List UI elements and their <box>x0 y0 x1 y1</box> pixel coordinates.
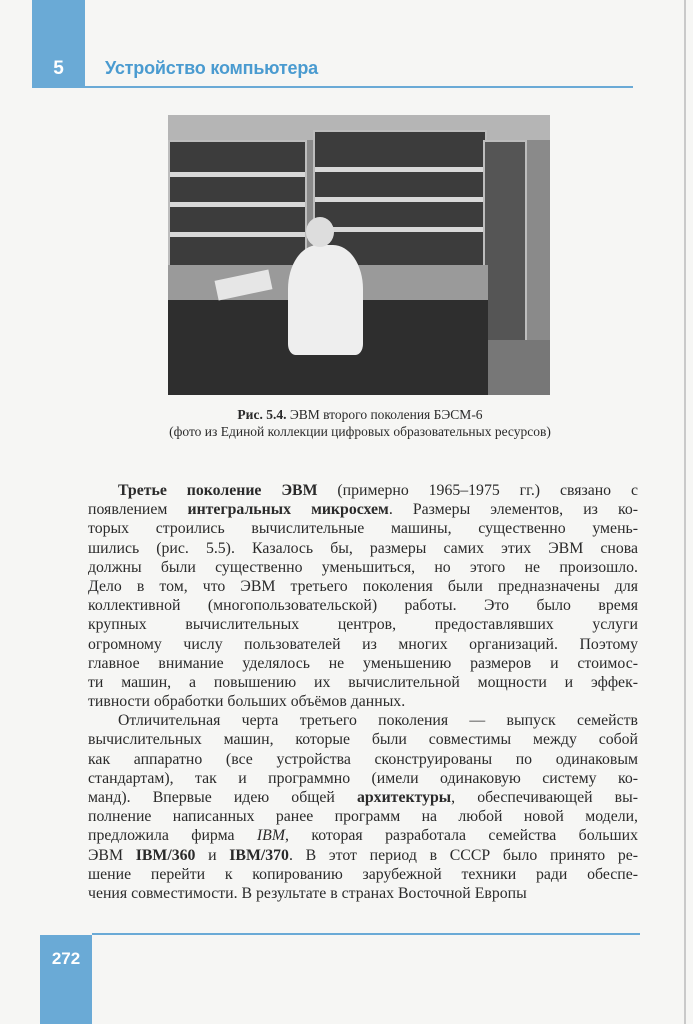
text-segment: манд). Впервые идею общей <box>88 789 357 806</box>
italic-term: IBM <box>256 827 285 845</box>
footer-rule <box>92 933 640 935</box>
page-edge <box>684 0 686 1024</box>
text-line <box>88 558 638 577</box>
figure-photo-besm6 <box>168 115 550 395</box>
text-segment: вычислительных машин, которые были совместимы между собой <box>88 731 638 749</box>
bold-term: интегральных микросхем <box>187 501 389 519</box>
body-text <box>88 481 638 903</box>
text-line <box>88 826 638 845</box>
text-segment: стандартам), так и программно (имели одинаковую систему ко- <box>88 769 638 787</box>
text-segment: тивности обработки больших объёмов данных. <box>88 693 406 711</box>
text-segment: крупных вычислительных центров, предоставлявших услуги <box>88 616 638 634</box>
text-line <box>88 654 638 673</box>
text-segment: как аппаратно (все устройства сконструированы по одинаковым <box>88 750 638 768</box>
text-line <box>88 807 638 826</box>
text-line <box>88 769 638 788</box>
text-segment: , которая разработала семейства больших <box>284 827 638 845</box>
text-segment: чения совместимости. В результате в странах Восточной Европы <box>88 884 527 902</box>
text-line <box>88 750 638 769</box>
caption-label: Рис. 5.4. <box>237 407 287 422</box>
chapter-title: Устройство компьютера <box>105 58 318 78</box>
text-line <box>88 673 638 692</box>
text-line <box>88 615 638 634</box>
text-segment: торых строились вычислительные машины, существенно умень- <box>88 520 638 538</box>
text-line <box>88 884 638 903</box>
chapter-number-block <box>32 0 85 88</box>
text-segment: и <box>195 846 230 864</box>
text-segment: главное внимание уделялось не уменьшению размеров и стоимос- <box>88 654 638 672</box>
bold-term: архитектуры <box>357 789 452 806</box>
text-segment: . В этот период в СССР было принято ре- <box>288 846 638 864</box>
page-number-block <box>40 935 92 1024</box>
text-line <box>88 846 638 865</box>
bold-term: Третье поколение ЭВМ <box>118 482 318 499</box>
paragraph <box>88 711 638 903</box>
text-line <box>88 596 638 615</box>
text-line <box>88 500 638 519</box>
text-line <box>88 577 638 596</box>
text-line <box>88 711 638 730</box>
bold-term: IBM/370 <box>229 846 289 864</box>
text-segment: шились (рис. 5.5). Казалось бы, размеры самих этих ЭВМ снова <box>88 539 638 557</box>
text-segment: Отличительная черта третьего поколения — выпуск семейств <box>118 712 638 730</box>
text-segment: появлением <box>88 501 188 519</box>
text-segment: полнение написанных ранее программ на любой новой модели, <box>88 808 638 826</box>
text-segment: Дело в том, что ЭВМ третьего поколения были предназначены для <box>88 577 638 595</box>
text-segment: ЭВМ <box>88 846 136 864</box>
text-segment: (примерно 1965–1975 гг.) связано с <box>317 482 639 499</box>
page-number: 272 <box>51 949 81 968</box>
text-line <box>88 730 638 749</box>
figure-caption <box>100 406 620 440</box>
text-line <box>88 692 638 711</box>
text-segment: предложила фирма <box>88 827 257 845</box>
bold-term: IBM/360 <box>135 846 196 864</box>
text-line <box>88 519 638 538</box>
text-line <box>88 865 638 884</box>
caption-text: ЭВМ второго поколения БЭСМ-6 <box>286 407 483 422</box>
header-rule <box>85 86 633 88</box>
paragraph <box>88 481 638 711</box>
text-line <box>88 539 638 558</box>
text-line <box>88 481 638 500</box>
text-line <box>88 635 638 654</box>
text-segment: , обеспечивающей вы- <box>451 789 638 806</box>
chapter-number: 5 <box>53 58 64 79</box>
text-segment: должны были существенно уменьшиться, но этого не произошло. <box>88 558 638 576</box>
text-segment: . Размеры элементов, из ко- <box>388 501 639 519</box>
text-segment: коллективной (многопользовательской) работы. Это было время <box>88 597 638 615</box>
text-segment: огромному числу пользователей из многих организаций. Поэтому <box>88 635 638 653</box>
caption-source: (фото из Единой коллекции цифровых образовательных ресурсов) <box>169 424 551 439</box>
text-segment: шение перейти к копированию зарубежной техники ради обеспе- <box>88 865 638 883</box>
text-line <box>88 788 638 807</box>
text-segment: ти машин, а повышению их вычислительной мощности и эффек- <box>88 673 638 691</box>
